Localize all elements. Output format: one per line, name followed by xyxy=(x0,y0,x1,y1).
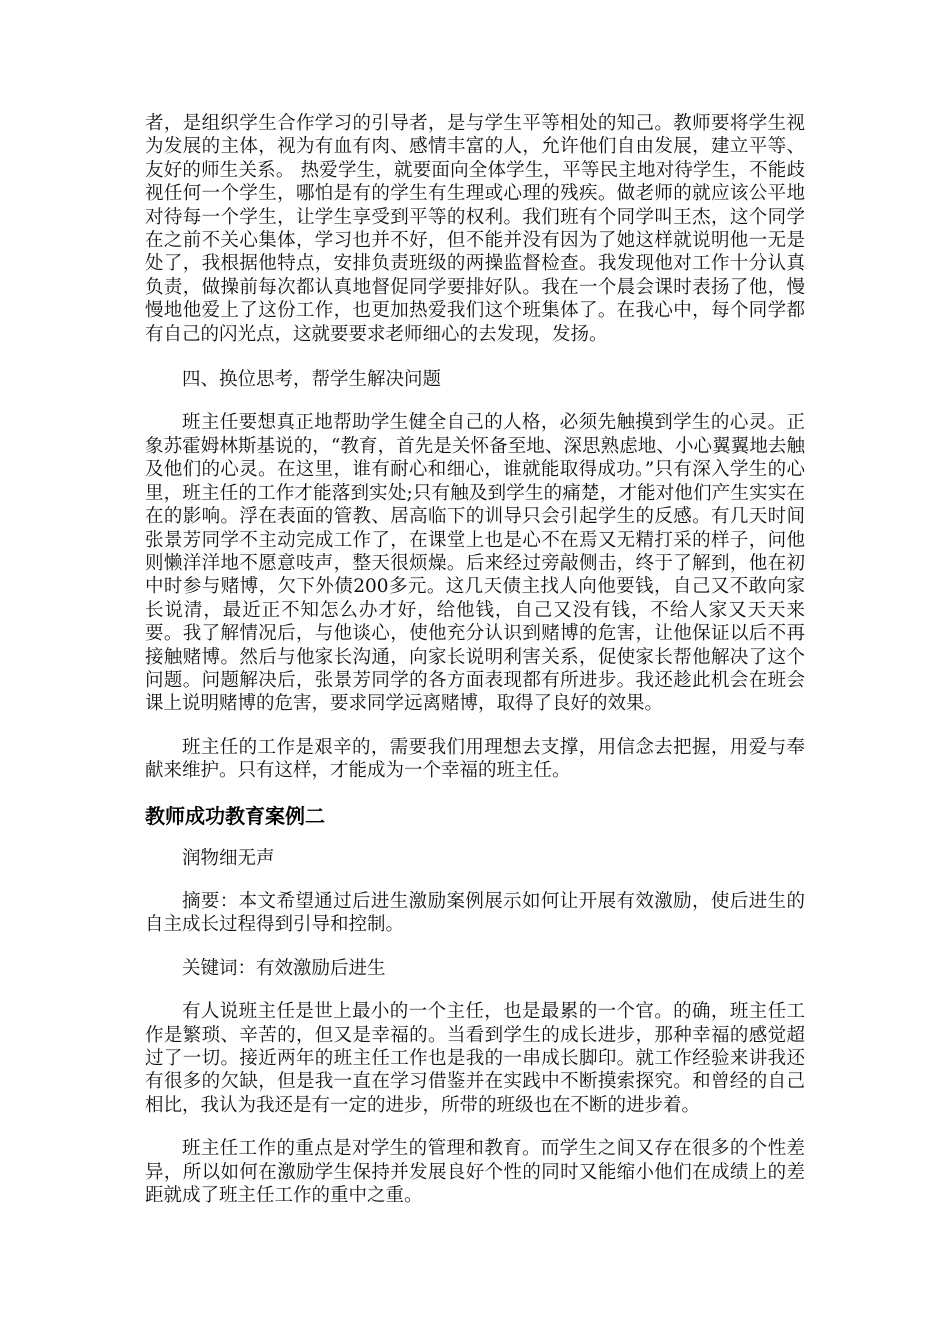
paragraph-conclusion: 班主任的工作是艰辛的，需要我们用理想去支撑，用信念去把握，用爱与奉献来维护。只有这样，才能成为一个幸福的班主任。 xyxy=(145,736,805,782)
paragraph-empathy: 班主任要想真正地帮助学生健全自己的人格，必须先触摸到学生的心灵。正象苏霍姆林斯基说的，“教育，首先是关怀备至地、深思熟虑地、小心翼翼地去触及他们的心灵。在这里，谁有耐心和细心，谁就能取得成功。”只有深入学生的心里，班主任的工作才能落到实处;只有触及到学生的痛楚，才能对他们产生实实在在的影响。浮在表面的管教、居高临下的训导只会引起学生的反感。有几天时间张景芳同学不主动完成工作了，在课堂上也是心不在焉又无精打采的样子，问他则懒洋洋地不愿意吱声，整天很烦燥。后来经过旁敲侧击，终于了解到，他在初中时参与赌博，欠下外债200多元。这几天债主找人向他要钱，自己又不敢向家长说清，最近正不知怎么办才好，给他钱，自己又没有钱，不给人家又天天来要。我了解情况后，与他谈心，使他充分认识到赌博的危害，让他保证以后不再接触赌博。然后与他家长沟通，向家长说明利害关系，促使家长帮他解决了这个问题。问题解决后，张景芳同学的各方面表现都有所进步。我还趁此机会在班会课上说明赌博的危害，要求同学远离赌博，取得了良好的效果。 xyxy=(145,412,805,715)
section-heading: 教师成功教育案例二 xyxy=(145,803,325,828)
keywords-paragraph: 关键词：有效激励后进生 xyxy=(182,957,386,979)
paragraph-intro: 有人说班主任是世上最小的一个主任，也是最累的一个官。的确，班主任工作是繁琐、辛苦的，但又是幸福的。当看到学生的成长进步，那种幸福的感觉超过了一切。接近两年的班主任工作也是我的一串成长脚印。就工作经验来讲我还有很多的欠缺，但是我一直在学习借鉴并在实践中不断摸索探究。和曾经的自己相比，我认为我还是有一定的进步，所带的班级也在不断的进步着。 xyxy=(145,1001,805,1116)
document-page xyxy=(145,112,805,1227)
case-title: 润物细无声 xyxy=(182,847,275,869)
paragraph-continuation: 者，是组织学生合作学习的引导者，是与学生平等相处的知己。教师要将学生视为发展的主体，视为有血有肉、感情丰富的人，允许他们自由发展，建立平等、友好的师生关系。 热爱学生，就要面向全体学生，平等民主地对待学生，不能歧视任何一个学生，哪怕是有的学生有生理或心理的残疾。做老师的就应该公平地对待每一个学生，让学生享受到平等的权利。我们班有个同学叫王杰，这个同学在之前不关心集体，学习也并不好，但不能并没有因为了她这样就说明他一无是处了，我根据他特点，安排负责班级的两操监督检查。我发现他对工作十分认真负责，做操前每次都认真地督促同学要排好队。我在一个晨会课时表扬了他，慢慢地他爱上了这份工作，也更加热爱我们这个班集体了。在我心中，每个同学都有自己的闪光点，这就要要求老师细心的去发现，发扬。 xyxy=(145,113,805,345)
abstract-paragraph: 摘要：本文希望通过后进生激励案例展示如何让开展有效激励，使后进生的自主成长过程得到引导和控制。 xyxy=(145,890,805,936)
paragraph-focus: 班主任工作的重点是对学生的管理和教育。而学生之间又存在很多的个性差异，所以如何在激励学生保持并发展良好个性的同时又能缩小他们在成绩上的差距就成了班主任工作的重中之重。 xyxy=(145,1138,805,1207)
section-subheading-four: 四、换位思考，帮学生解决问题 xyxy=(182,369,442,391)
